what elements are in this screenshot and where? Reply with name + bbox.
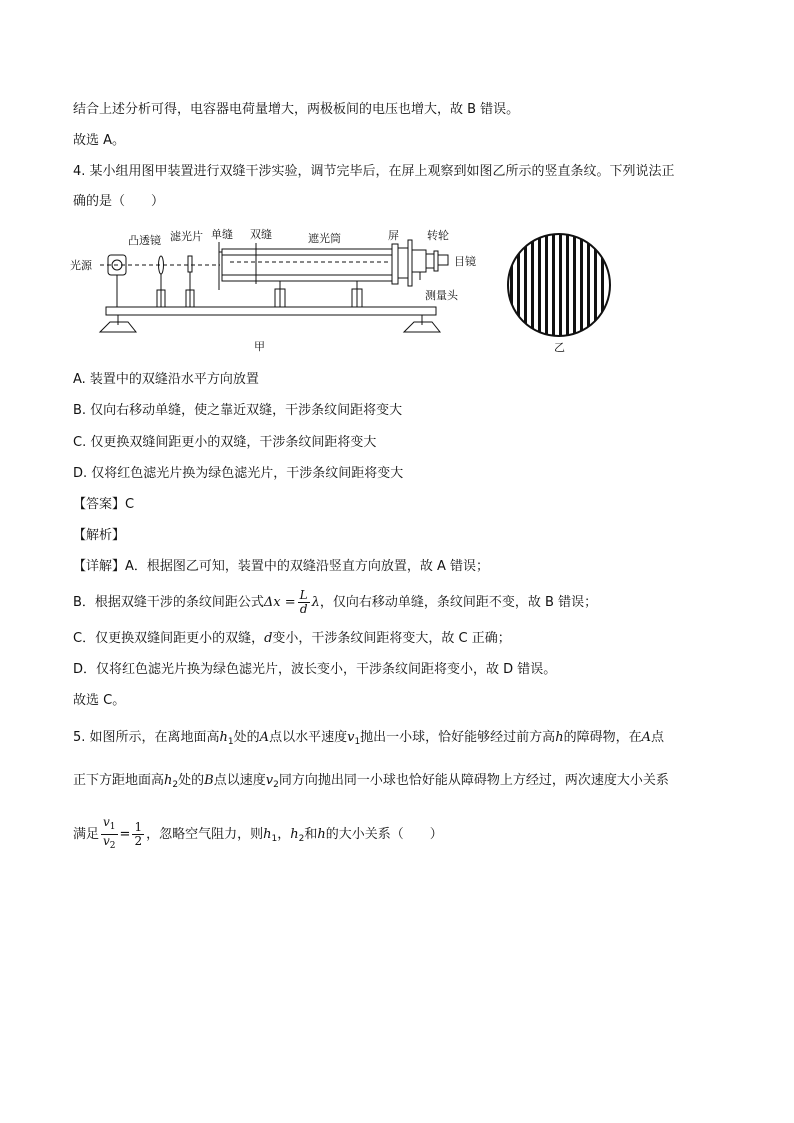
q4-analysis-title: 【解析】: [73, 528, 126, 543]
label-fig-a: 甲: [254, 340, 265, 353]
formula-lhs: Δx =: [263, 595, 296, 610]
q4-option-c: C. 仅更换双缝间距更小的双缝，干涉条纹间距将变大: [73, 435, 377, 450]
q5-line-1: 5. 如图所示，在离地面高$h_1$处的A点以水平速度$v_1$抛出一小球，恰好能够经过前方高h的障碍物，在A点: [73, 730, 664, 747]
label-tube: 遮光筒: [308, 232, 341, 245]
intro-line-1: 结合上述分析可得，电容器电荷量增大，两极板间的电压也增大，故 B 错误。: [73, 102, 520, 117]
label-eyepiece: 目镜: [454, 255, 476, 268]
label-single-slit: 单缝: [211, 228, 233, 241]
q4-option-d: D. 仅将红色滤光片换为绿色滤光片，干涉条纹间距将变大: [73, 466, 404, 481]
figure-fringes: [500, 228, 620, 354]
q4-detail-d: D．仅将红色滤光片换为绿色滤光片，波长变小，干涉条纹间距将变小，故 D 错误。: [73, 662, 557, 677]
label-convex-lens: 凸透镜: [128, 234, 161, 247]
label-screen: 屏: [388, 229, 399, 242]
q5-line-2: 正下方距地面高$h_2$处的B点以速度$v_2$同方向抛出同一小球也恰好能从障碍物上方经过，两次速度大小关系: [73, 773, 669, 790]
label-measuring-head: 测量头: [425, 289, 458, 302]
q5-line-3: 满足 $\frac{v_1}{v_2}$ = $\frac{1}{2}$ ，忽略空气阻力，则$h_1$，$h_2$和h的大小关系（ ）: [73, 815, 443, 851]
formula-fraction: $\frac{L}{d}$: [299, 588, 308, 616]
figure-apparatus: [70, 222, 490, 354]
label-wheel: 转轮: [427, 229, 449, 242]
label-filter: 滤光片: [170, 230, 203, 243]
q4-stem-line-1: 4. 某小组用图甲装置进行双缝干涉实验，调节完毕后，在屏上观察到如图乙所示的竖直条纹。下列说法正: [73, 164, 675, 179]
intro-line-2: 故选 A。: [73, 133, 126, 148]
label-double-slit: 双缝: [250, 228, 272, 241]
label-fig-b: 乙: [554, 341, 565, 354]
q4-option-a: A. 装置中的双缝沿水平方向放置: [73, 372, 259, 387]
velocity-ratio: $\frac{v_1}{v_2}$: [103, 815, 116, 851]
label-light-source: 光源: [70, 259, 92, 272]
q4-detail-c: C．仅更换双缝间距更小的双缝，d变小，干涉条纹间距将变大，故 C 正确；: [73, 631, 511, 646]
q4-detail-b: B．根据双缝干涉的条纹间距公式Δx = $\frac{L}{d}$ λ，仅向右移动单缝，条纹间距不变，故 B 错误；: [73, 588, 598, 616]
q4-detail-a: 【详解】A．根据图乙可知，装置中的双缝沿竖直方向放置，故 A 错误；: [73, 559, 490, 574]
q4-conclusion: 故选 C。: [73, 693, 126, 708]
q4-option-b: B. 仅向右移动单缝，使之靠近双缝，干涉条纹间距将变大: [73, 403, 403, 418]
q4-stem-line-2: 确的是（ ）: [73, 194, 165, 209]
q4-answer: 【答案】C: [73, 497, 135, 512]
ratio-value: $\frac{1}{2}$: [134, 820, 143, 848]
